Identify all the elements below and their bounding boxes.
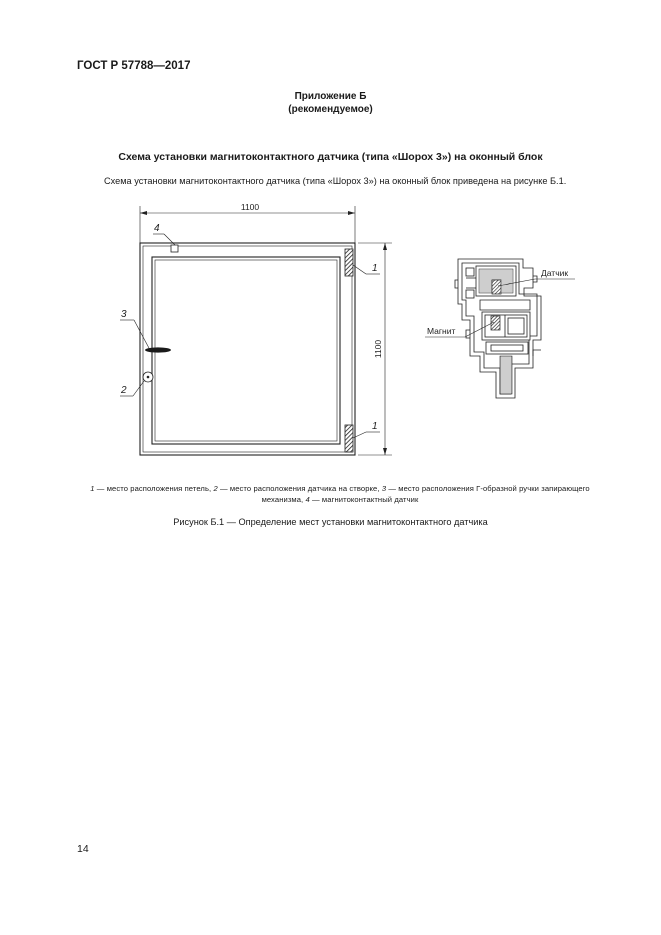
callout-3: [120, 309, 150, 350]
page-number: 14: [77, 843, 89, 855]
window-frame: [140, 243, 355, 455]
width-dimension: [140, 202, 355, 243]
svg-text:2: 2: [121, 385, 127, 396]
figure-legend: 1 — место расположения петель, 2 — место расположения датчика на створке, 3 — место расположения Г-образной ручки запирающего механизма, 4 — магнитоконтактный датчик: [90, 484, 590, 504]
magnetic-contact-sensor: [171, 245, 178, 252]
callout-1-top: [353, 263, 380, 274]
intro-paragraph: Схема установки магнитоконтактного датчика (типа «Шорох 3») на оконный блок приведена на рисунке Б.1.: [104, 176, 567, 186]
dimension-height-label: 1100: [373, 339, 383, 359]
callout-1-bottom: [353, 421, 380, 438]
sensor-label: Датчик: [541, 268, 569, 278]
annex-title: Приложение Б: [294, 91, 367, 102]
callout-4: [153, 223, 175, 245]
magnet-label: Магнит: [427, 326, 456, 336]
svg-text:3: 3: [121, 309, 127, 320]
section-title: Схема установки магнитоконтактного датчика (типа «Шорох 3») на оконный блок: [118, 151, 543, 163]
svg-text:4: 4: [154, 223, 160, 234]
profile-cross-section: [455, 259, 541, 398]
annex-subtitle: (рекомендуемое): [288, 104, 373, 115]
hinge-bottom: [345, 425, 353, 452]
hinge-top: [345, 249, 353, 276]
svg-text:1: 1: [372, 421, 378, 432]
svg-text:1: 1: [372, 263, 378, 274]
dimension-width-label: 1100: [240, 202, 260, 212]
document-standard-header: ГОСТ Р 57788—2017: [77, 60, 191, 72]
figure-caption: Рисунок Б.1 — Определение мест установки магнитоконтактного датчика: [173, 517, 488, 527]
